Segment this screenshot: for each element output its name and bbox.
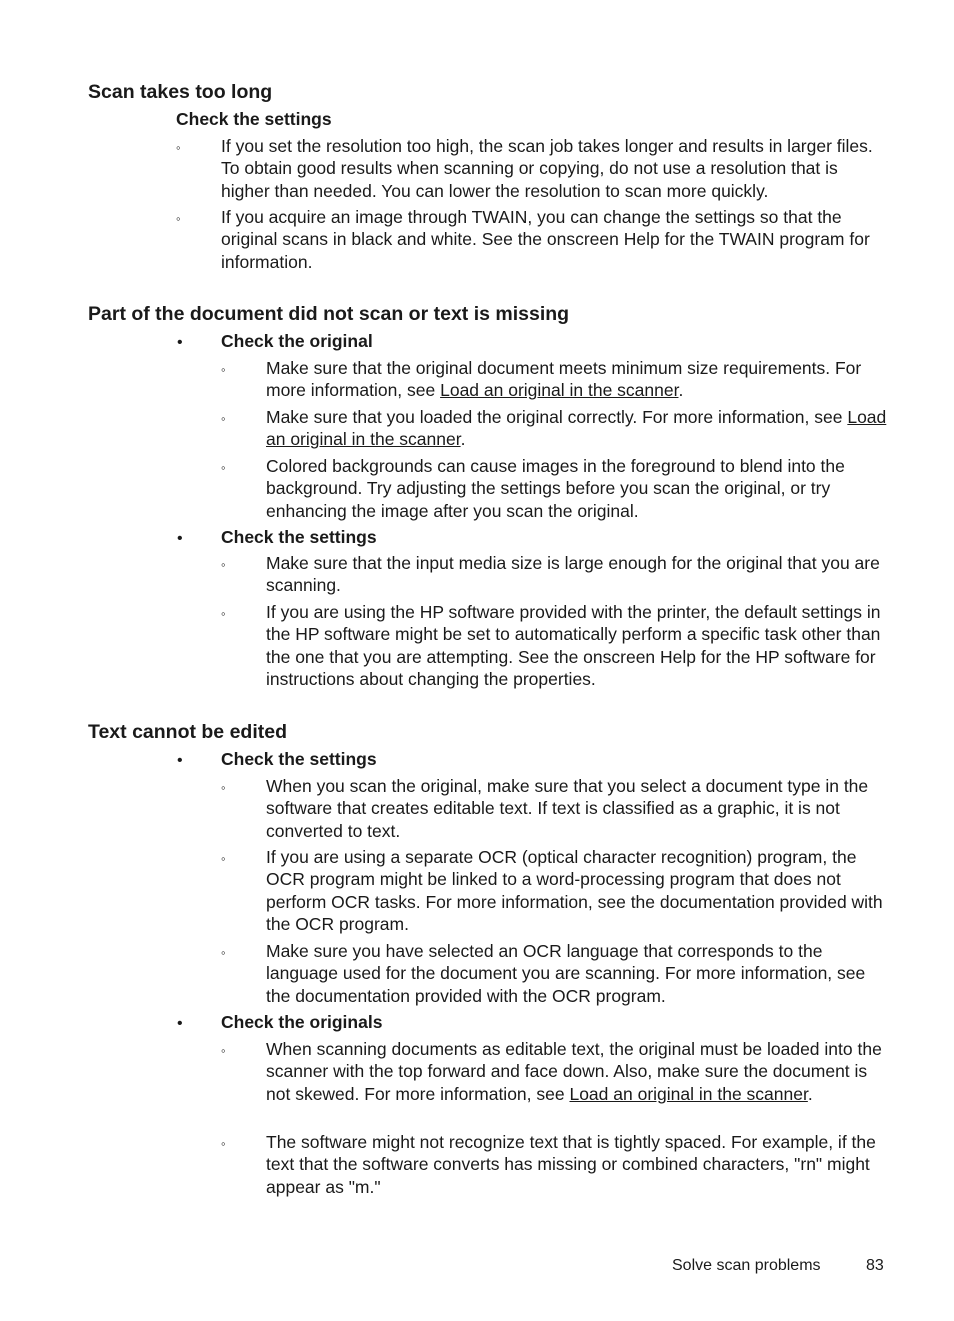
list-item: Make sure that you loaded the original correctly. For more information, see Load an original in the scanner. <box>266 407 887 450</box>
list-item: If you are using the HP software provided with the printer, the default settings in the HP software might be set to automatically perform a specific task other than the one that you are attempting. See the onscreen Help for the HP software for instructions about changing the properties. <box>266 602 881 689</box>
list-item: If you set the resolution too high, the scan job takes longer and results in larger files. To obtain good results when scanning or copying, do not use a resolution that is higher than needed. You can lower the resolution to scan more quickly. <box>221 136 873 201</box>
circle-bullet: ◦ <box>221 362 226 377</box>
list-item: The software might not recognize text that is tightly spaced. For example, if the text that the software converts has missing or combined characters, "rn" might appear as "m." <box>266 1132 876 1197</box>
page-number: 83 <box>866 1257 884 1274</box>
circle-bullet: ◦ <box>221 606 226 621</box>
circle-bullet: ◦ <box>176 140 181 155</box>
list-item: When scanning documents as editable text, the original must be loaded into the scanner with the top forward and face down. Also, make sure the document is not skewed. For more information, see Load an original in the scanner. <box>266 1039 882 1104</box>
section-heading-scan-too-long: Scan takes too long <box>88 81 273 103</box>
subheading-check-settings: Check the settings <box>221 749 377 769</box>
bullet: • <box>177 530 183 547</box>
bullet: • <box>177 334 183 351</box>
circle-bullet: ◦ <box>221 1043 226 1058</box>
list-item: Make sure that the input media size is large enough for the original that you are scanning. <box>266 553 880 596</box>
subheading-check-originals: Check the originals <box>221 1012 383 1032</box>
subheading-check-settings: Check the settings <box>176 109 332 129</box>
load-original-link[interactable]: Load an original in the scanner <box>266 407 887 450</box>
circle-bullet: ◦ <box>221 1136 226 1151</box>
list-item: When you scan the original, make sure that you select a document type in the software that creates editable text. If text is classified as a graphic, it is not converted to text. <box>266 776 869 841</box>
circle-bullet: ◦ <box>221 851 226 866</box>
list-item: If you acquire an image through TWAIN, you can change the settings so that the original scans in black and white. See the onscreen Help for the TWAIN program for information. <box>221 207 870 272</box>
footer-section-title: Solve scan problems <box>672 1257 821 1274</box>
circle-bullet: ◦ <box>221 557 226 572</box>
circle-bullet: ◦ <box>221 780 226 795</box>
bullet: • <box>177 752 183 769</box>
list-item: Make sure you have selected an OCR language that corresponds to the language used for the document you are scanning. For more information, see the documentation provided with the OCR program. <box>266 941 866 1006</box>
circle-bullet: ◦ <box>221 945 226 960</box>
circle-bullet: ◦ <box>221 411 226 426</box>
circle-bullet: ◦ <box>221 460 226 475</box>
load-original-link[interactable]: Load an original in the scanner <box>569 1083 808 1104</box>
subheading-check-original: Check the original <box>221 331 373 351</box>
bullet: • <box>177 1015 183 1032</box>
section-heading-text-not-editable: Text cannot be edited <box>88 721 287 743</box>
list-item: If you are using a separate OCR (optical character recognition) program, the OCR program might be linked to a word-processing program that does not perform OCR tasks. For more information, see the documentation provided with the OCR program. <box>266 847 883 934</box>
circle-bullet: ◦ <box>176 211 181 226</box>
subheading-check-settings: Check the settings <box>221 527 377 547</box>
list-item: Colored backgrounds can cause images in the foreground to blend into the background. Try adjusting the settings before you scan the original, or try enhancing the image after you scan the original. <box>266 456 845 521</box>
section-heading-part-not-scanned: Part of the document did not scan or text is missing <box>88 303 570 325</box>
load-original-link[interactable]: Load an original in the scanner <box>440 380 679 401</box>
list-item: Make sure that the original document meets minimum size requirements. For more information, see Load an original in the scanner. <box>266 358 862 401</box>
